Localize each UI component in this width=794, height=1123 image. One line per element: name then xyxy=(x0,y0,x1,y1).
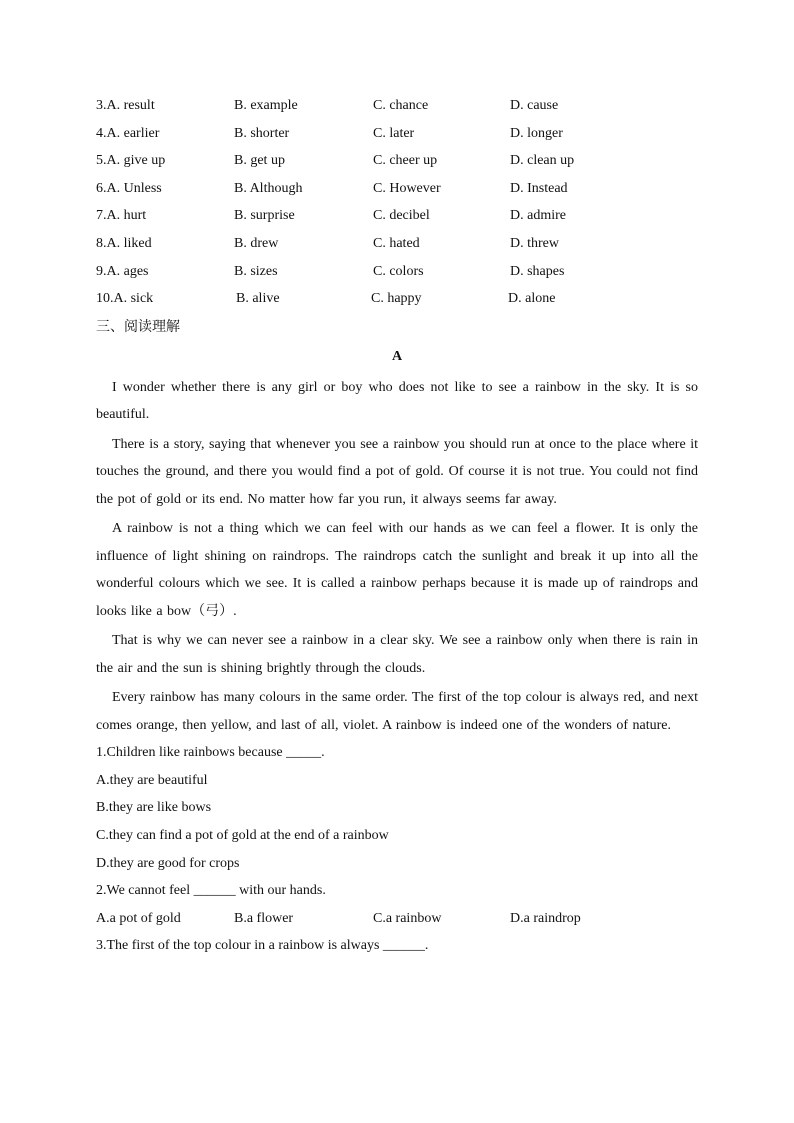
option-d: D. alone xyxy=(508,291,556,307)
passage-title: A xyxy=(391,348,403,364)
answer-option: D.they are good for crops xyxy=(96,855,240,871)
cloze-options-table xyxy=(96,95,698,316)
option-b: B. sizes xyxy=(234,263,278,279)
question-stem: 2.We cannot feel ______ with our hands. xyxy=(96,883,326,899)
option-c: C. cheer up xyxy=(373,153,438,169)
answer-option: A.they are beautiful xyxy=(96,772,208,788)
cloze-option-row xyxy=(96,233,698,261)
passage-paragraph: There is a story, saying that whenever you see a rainbow you should run at once to the place where it touches the ground, and there you would find a pot of gold. Of course it is not true. You could not find the pot of gold or its end. No matter how far you run, it always seems far away. xyxy=(96,436,698,507)
answer-option: B.a flower xyxy=(234,910,294,926)
answer-option: A.a pot of gold xyxy=(96,910,181,926)
option-c: C. colors xyxy=(373,263,424,279)
cloze-option-row xyxy=(96,205,698,233)
option-d: D. cause xyxy=(510,98,559,113)
option-c: C. However xyxy=(373,180,441,196)
cloze-option-row xyxy=(96,178,698,206)
option-a: 10.A. sick xyxy=(96,291,154,307)
cloze-option-row xyxy=(96,288,698,316)
option-b: B. alive xyxy=(236,291,280,307)
option-c: C. happy xyxy=(371,291,422,307)
answer-option: C.they can find a pot of gold at the end of a rainbow xyxy=(96,828,389,844)
reading-passage xyxy=(96,374,698,740)
option-d: D. shapes xyxy=(510,263,565,279)
cloze-option-row xyxy=(96,123,698,151)
option-b: B. example xyxy=(234,98,298,113)
question-3 xyxy=(96,932,698,960)
passage-paragraph: Every rainbow has many colours in the same order. The first of the top colour is always red, and next comes orange, then yellow, and last of all, violet. A rainbow is indeed one of the wonders of nature. xyxy=(96,690,698,733)
answer-option: C.a rainbow xyxy=(373,910,442,926)
option-d: D. threw xyxy=(510,235,559,251)
option-c: C. chance xyxy=(373,98,429,113)
option-a: 4.A. earlier xyxy=(96,125,160,141)
option-a: 3.A. result xyxy=(96,98,155,113)
question-1 xyxy=(96,739,698,877)
option-b: B. Although xyxy=(234,180,303,196)
option-a: 8.A. liked xyxy=(96,235,152,251)
answer-options-row xyxy=(96,905,698,933)
passage-paragraph: I wonder whether there is any girl or boy who does not like to see a rainbow in the sky. It is so beautiful. xyxy=(96,379,698,423)
passage-paragraph: That is why we can never see a rainbow in a clear sky. We see a rainbow only when there is rain in the air and the sun is shining brightly through the clouds. xyxy=(96,633,698,676)
answer-option: D.a raindrop xyxy=(510,910,581,926)
option-d: D. longer xyxy=(510,125,563,141)
answer-option: B.they are like bows xyxy=(96,800,212,816)
cloze-option-row xyxy=(96,150,698,178)
cloze-option-row xyxy=(96,261,698,289)
question-2 xyxy=(96,877,698,932)
option-c: C. hated xyxy=(373,235,420,251)
option-d: D. clean up xyxy=(510,153,575,169)
worksheet-page xyxy=(96,95,698,960)
option-a: 9.A. ages xyxy=(96,263,149,279)
option-a: 6.A. Unless xyxy=(96,180,162,196)
option-c: C. decibel xyxy=(373,208,430,224)
option-b: B. get up xyxy=(234,153,285,169)
option-b: B. drew xyxy=(234,235,279,251)
cloze-option-row xyxy=(96,95,698,123)
option-a: 7.A. hurt xyxy=(96,208,147,224)
option-d: D. admire xyxy=(510,208,566,224)
option-b: B. shorter xyxy=(234,125,290,141)
option-b: B. surprise xyxy=(234,208,295,224)
section-heading: 三、阅读理解 xyxy=(96,318,180,335)
option-a: 5.A. give up xyxy=(96,153,166,169)
option-c: C. later xyxy=(373,125,415,141)
question-stem: 3.The first of the top colour in a rainbow is always ______. xyxy=(96,938,429,954)
passage-paragraph: A rainbow is not a thing which we can feel with our hands as we can feel a flower. It is only the influence of light shining on raindrops. The raindrops catch the sunlight and break it up into all the wonderful colours which we see. It is called a rainbow perhaps because it is made up of raindrops and looks like a bow（弓）. xyxy=(96,521,698,619)
question-stem: 1.Children like rainbows because _____. xyxy=(96,745,325,761)
option-d: D. Instead xyxy=(510,180,568,196)
